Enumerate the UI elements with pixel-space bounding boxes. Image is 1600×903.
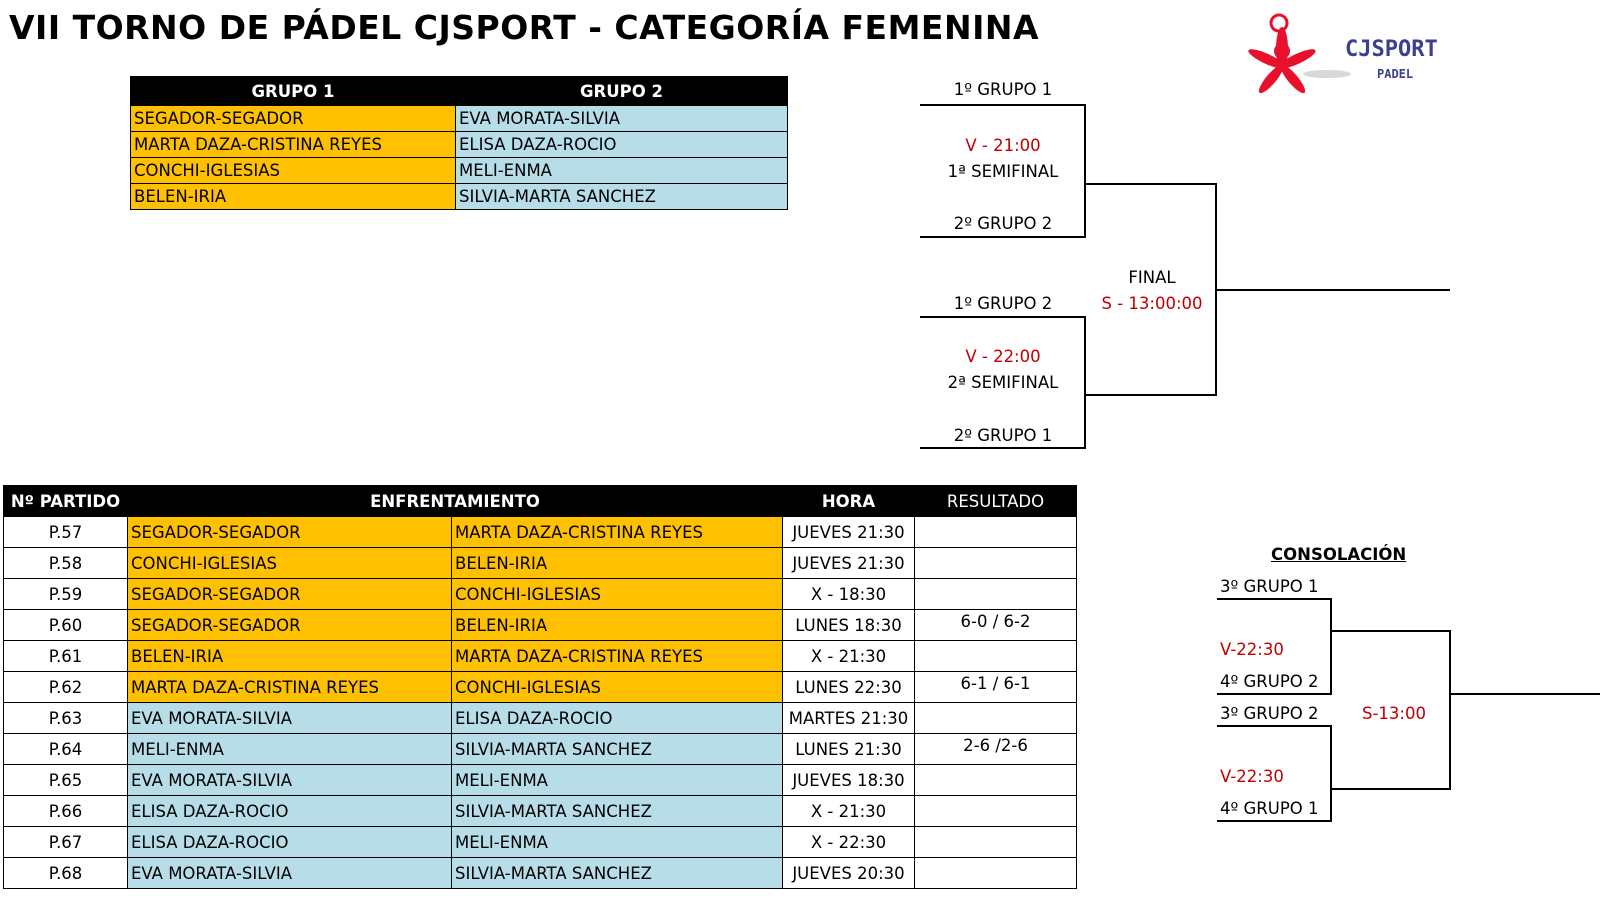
match-pair-2: SILVIA-MARTA SANCHEZ xyxy=(452,796,783,827)
group-row xyxy=(131,184,788,210)
match-hora: MARTES 21:30 xyxy=(783,703,915,734)
match-row xyxy=(4,796,1077,827)
match-hora: X - 18:30 xyxy=(783,579,915,610)
semi2-bottom-team: 2º GRUPO 1 xyxy=(953,426,1053,445)
match-row xyxy=(4,548,1077,579)
match-hora: X - 21:30 xyxy=(783,796,915,827)
col-hora: HORA xyxy=(783,486,915,517)
match-hora: JUEVES 21:30 xyxy=(783,548,915,579)
match-pair-2: MARTA DAZA-CRISTINA REYES xyxy=(452,641,783,672)
match-pair-2: SILVIA-MARTA SANCHEZ xyxy=(452,734,783,765)
semi1-label: 1ª SEMIFINAL xyxy=(947,162,1059,181)
match-hora: X - 21:30 xyxy=(783,641,915,672)
match-row xyxy=(4,517,1077,548)
final-label: FINAL xyxy=(1128,268,1176,287)
semi2-label: 2ª SEMIFINAL xyxy=(947,373,1059,392)
match-number: P.57 xyxy=(4,517,128,548)
match-resultado xyxy=(915,579,1077,610)
svg-text:PADEL: PADEL xyxy=(1377,67,1414,81)
col-enfrentamiento: ENFRENTAMIENTO xyxy=(128,486,783,517)
cons-a-time: V-22:30 xyxy=(1220,640,1284,659)
match-pair-1: EVA MORATA-SILVIA xyxy=(128,858,452,889)
grupo2-team: EVA MORATA-SILVIA xyxy=(456,106,788,132)
match-resultado: 2-6 /2-6 xyxy=(915,734,1077,765)
match-hora: X - 22:30 xyxy=(783,827,915,858)
match-pair-2: MELI-ENMA xyxy=(452,827,783,858)
match-hora: LUNES 21:30 xyxy=(783,734,915,765)
cons-b-top-team: 3º GRUPO 2 xyxy=(1220,704,1319,723)
grupo2-team: ELISA DAZA-ROCIO xyxy=(456,132,788,158)
match-row xyxy=(4,703,1077,734)
grupo1-header: GRUPO 1 xyxy=(131,77,456,106)
match-pair-2: BELEN-IRIA xyxy=(452,610,783,641)
match-number: P.58 xyxy=(4,548,128,579)
cjsport-logo xyxy=(1227,6,1467,102)
match-pair-2: MARTA DAZA-CRISTINA REYES xyxy=(452,517,783,548)
match-number: P.60 xyxy=(4,610,128,641)
grupo2-header: GRUPO 2 xyxy=(456,77,788,106)
match-number: P.62 xyxy=(4,672,128,703)
cons-b-time: V-22:30 xyxy=(1220,767,1284,786)
final-time: S - 13:00:00 xyxy=(1101,294,1203,313)
cons-b-bottom-team: 4º GRUPO 1 xyxy=(1220,799,1319,818)
match-pair-1: CONCHI-IGLESIAS xyxy=(128,548,452,579)
match-pair-1: ELISA DAZA-ROCIO xyxy=(128,796,452,827)
matches-table xyxy=(3,485,1077,889)
match-row xyxy=(4,858,1077,889)
match-row xyxy=(4,734,1077,765)
cons-a-bottom-team: 4º GRUPO 2 xyxy=(1220,672,1319,691)
consolacion-title: CONSOLACIÓN xyxy=(1271,545,1407,564)
match-resultado xyxy=(915,765,1077,796)
match-row xyxy=(4,672,1077,703)
match-pair-2: ELISA DAZA-ROCIO xyxy=(452,703,783,734)
match-hora: JUEVES 18:30 xyxy=(783,765,915,796)
group-row xyxy=(131,106,788,132)
match-pair-1: SEGADOR-SEGADOR xyxy=(128,610,452,641)
match-row xyxy=(4,827,1077,858)
page-title: VII TORNO DE PÁDEL CJSPORT - CATEGORÍA FEMENINA xyxy=(9,8,1040,47)
match-resultado xyxy=(915,858,1077,889)
match-pair-1: MARTA DAZA-CRISTINA REYES xyxy=(128,672,452,703)
match-row xyxy=(4,765,1077,796)
match-resultado xyxy=(915,796,1077,827)
match-number: P.61 xyxy=(4,641,128,672)
groups-table xyxy=(130,76,788,210)
grupo1-team: BELEN-IRIA xyxy=(131,184,456,210)
group-row xyxy=(131,158,788,184)
semi1-bottom-team: 2º GRUPO 2 xyxy=(953,214,1053,233)
grupo1-team: SEGADOR-SEGADOR xyxy=(131,106,456,132)
match-pair-1: SEGADOR-SEGADOR xyxy=(128,579,452,610)
col-resultado: RESULTADO xyxy=(915,486,1077,517)
match-number: P.59 xyxy=(4,579,128,610)
grupo2-team: MELI-ENMA xyxy=(456,158,788,184)
grupo1-team: CONCHI-IGLESIAS xyxy=(131,158,456,184)
match-number: P.66 xyxy=(4,796,128,827)
match-pair-2: CONCHI-IGLESIAS xyxy=(452,672,783,703)
col-num: Nº PARTIDO xyxy=(4,486,128,517)
match-pair-1: EVA MORATA-SILVIA xyxy=(128,765,452,796)
match-resultado xyxy=(915,517,1077,548)
match-pair-1: SEGADOR-SEGADOR xyxy=(128,517,452,548)
match-resultado: 6-0 / 6-2 xyxy=(915,610,1077,641)
match-row xyxy=(4,579,1077,610)
grupo2-team: SILVIA-MARTA SANCHEZ xyxy=(456,184,788,210)
match-pair-2: MELI-ENMA xyxy=(452,765,783,796)
semi2-top-team: 1º GRUPO 2 xyxy=(953,294,1053,313)
match-hora: JUEVES 20:30 xyxy=(783,858,915,889)
semi1-time: V - 21:00 xyxy=(965,136,1041,155)
group-row xyxy=(131,132,788,158)
match-pair-2: CONCHI-IGLESIAS xyxy=(452,579,783,610)
match-number: P.63 xyxy=(4,703,128,734)
semi2-time: V - 22:00 xyxy=(965,347,1041,366)
match-hora: LUNES 22:30 xyxy=(783,672,915,703)
match-row xyxy=(4,610,1077,641)
match-number: P.65 xyxy=(4,765,128,796)
match-resultado xyxy=(915,641,1077,672)
match-pair-1: ELISA DAZA-ROCIO xyxy=(128,827,452,858)
svg-text:CJSPORT: CJSPORT xyxy=(1345,37,1438,62)
match-number: P.67 xyxy=(4,827,128,858)
cjsport-logo-icon xyxy=(1227,6,1467,102)
cons-final-time: S-13:00 xyxy=(1362,704,1426,723)
cons-a-top-team: 3º GRUPO 1 xyxy=(1220,577,1319,596)
grupo1-team: MARTA DAZA-CRISTINA REYES xyxy=(131,132,456,158)
match-pair-1: BELEN-IRIA xyxy=(128,641,452,672)
match-row xyxy=(4,641,1077,672)
match-pair-2: BELEN-IRIA xyxy=(452,548,783,579)
match-pair-2: SILVIA-MARTA SANCHEZ xyxy=(452,858,783,889)
semi1-top-team: 1º GRUPO 1 xyxy=(953,80,1053,99)
match-hora: JUEVES 21:30 xyxy=(783,517,915,548)
match-pair-1: EVA MORATA-SILVIA xyxy=(128,703,452,734)
match-number: P.64 xyxy=(4,734,128,765)
match-resultado xyxy=(915,703,1077,734)
match-resultado xyxy=(915,548,1077,579)
match-resultado xyxy=(915,827,1077,858)
match-hora: LUNES 18:30 xyxy=(783,610,915,641)
match-pair-1: MELI-ENMA xyxy=(128,734,452,765)
match-number: P.68 xyxy=(4,858,128,889)
match-resultado: 6-1 / 6-1 xyxy=(915,672,1077,703)
